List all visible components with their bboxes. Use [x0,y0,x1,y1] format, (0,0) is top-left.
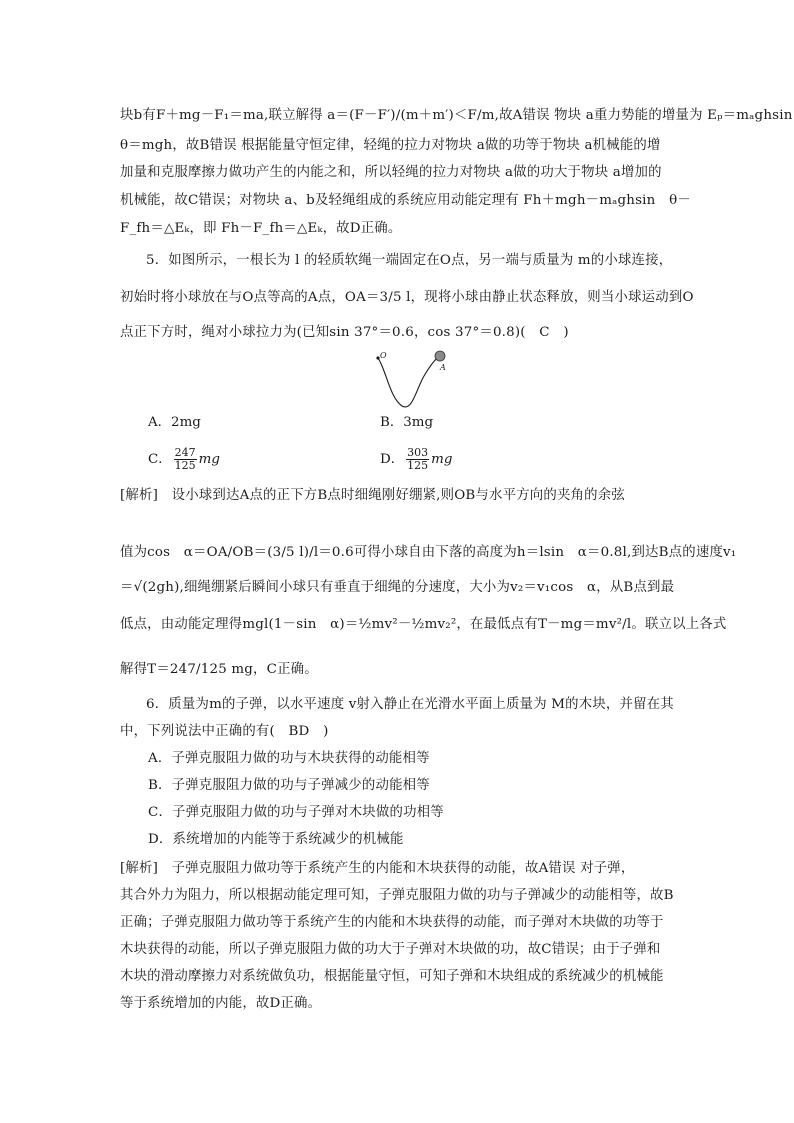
q6-analysis-line: 木块的滑动摩擦力对系统做负功，根据能量守恒，可知子弹和木块组成的系统减少的机械能 [120,969,664,984]
rope-diagram [368,350,452,414]
option-c [148,443,220,477]
question-6-stem: 中，下列说法中正确的有( BD ) [120,724,329,739]
option-c-denominator: 125 [174,459,196,472]
rope-figure [368,350,452,414]
text-line: 加量和克服摩擦力做功产生的内能之和，所以轻绳的拉力对物块 a做的功大于物块 a增加的 [120,165,662,180]
option-a: A．2mg [148,415,201,430]
question-5-stem: 初始时将小球放在与O点等高的A点，OA＝3/5 l，现将小球由静止状态释放，则当小球运动到O [120,290,694,305]
q6-analysis-line: 木块获得的动能，所以子弹克服阻力做的功大于子弹对木块做的功，故C错误；由于子弹和 [120,942,661,957]
point-o-label: O [380,351,387,360]
q6-analysis-line: 其合外力为阻力，所以根据动能定理可知，子弹克服阻力做的功与子弹减少的动能相等，故B [120,888,674,903]
text-line: 机械能，故C错误；对物块 a、b及轻绳组成的系统应用动能定理有 Fh＋mgh－mₐghsin θ－ [120,193,691,208]
q5-analysis-line: 低点，由动能定理得mgl(1－sin α)＝½mv²－½mv₂²，在最低点有T－mg＝mv²/l。联立以上各式 [120,617,727,632]
q6-option-a: A．子弹克服阻力做的功与木块获得的动能相等 [148,751,430,766]
question-5-stem: 5．如图所示，一根长为 l 的轻质软绳一端固定在O点，另一端与质量为 m的小球连接， [146,253,673,268]
option-d-denominator: 125 [407,459,429,472]
point-a-label: A [440,363,446,372]
option-d [380,443,452,477]
question-5-stem: 点正下方时，绳对小球拉力为(已知sin 37°＝0.6，cos 37°＝0.8)( C ) [120,325,569,340]
question-6-stem: 6．质量为m的子弹，以水平速度 v射入静止在光滑水平面上质量为 M的木块，并留在其 [146,697,674,712]
ball [435,351,445,361]
q6-option-d: D．系统增加的内能等于系统减少的机械能 [148,832,404,847]
option-c-numerator: 247 [174,446,196,459]
q5-analysis-line: 解得T＝247/125 mg，C正确。 [120,662,318,677]
option-c-prefix: C． [148,452,172,467]
rope-curve [378,356,440,407]
option-c-suffix: mg [198,452,220,467]
text-line: 块b有F＋mg－F₁＝ma,联立解得 a＝(F－F′)/(m＋m′)＜F/m,故A错误 物块 a重力势能的增量为 Eₚ＝mₐghsin [120,108,793,123]
q6-analysis-line: 等于系统增加的内能，故D正确。 [120,996,322,1011]
option-d-suffix: mg [431,452,453,467]
q5-analysis-line: 值为cos α＝OA/OB＝(3/5 l)/l＝0.6可得小球自由下落的高度为h＝lsin α＝0.8l,到达B点的速度v₁ [120,545,737,560]
option-d-prefix: D． [380,452,405,467]
text-line: θ＝mgh，故B错误 根据能量守恒定律，轻绳的拉力对物块 a做的功等于物块 a机械能的增 [120,138,661,153]
q6-option-c: C．子弹克服阻力做的功与子弹对木块做的功相等 [148,805,444,820]
option-d-numerator: 303 [407,446,429,459]
q6-analysis-line: [解析] 子弹克服阻力做功等于系统产生的内能和木块获得的动能，故A错误 对子弹， [120,861,635,876]
q5-analysis-line: ＝√(2gh),细绳绷紧后瞬间小球只有垂直于细绳的分速度，大小为v₂＝v₁cos α，从B点到最 [120,580,675,595]
q6-option-b: B．子弹克服阻力做的功与子弹减少的动能相等 [148,778,430,793]
option-c-fraction [174,447,197,472]
text-line: F_fh＝△Eₖ，即 Fh－F_fh＝△Eₖ，故D正确。 [120,221,402,236]
option-d-fraction [406,447,429,472]
option-b: B．3mg [380,415,434,430]
q5-analysis-line: [解析] 设小球到达A点的正下方B点时细绳刚好绷紧,则OB与水平方向的夹角的余弦 [120,488,625,503]
q6-analysis-line: 正确；子弹克服阻力做功等于系统产生的内能和木块获得的动能，而子弹对木块做的功等于 [120,915,664,930]
